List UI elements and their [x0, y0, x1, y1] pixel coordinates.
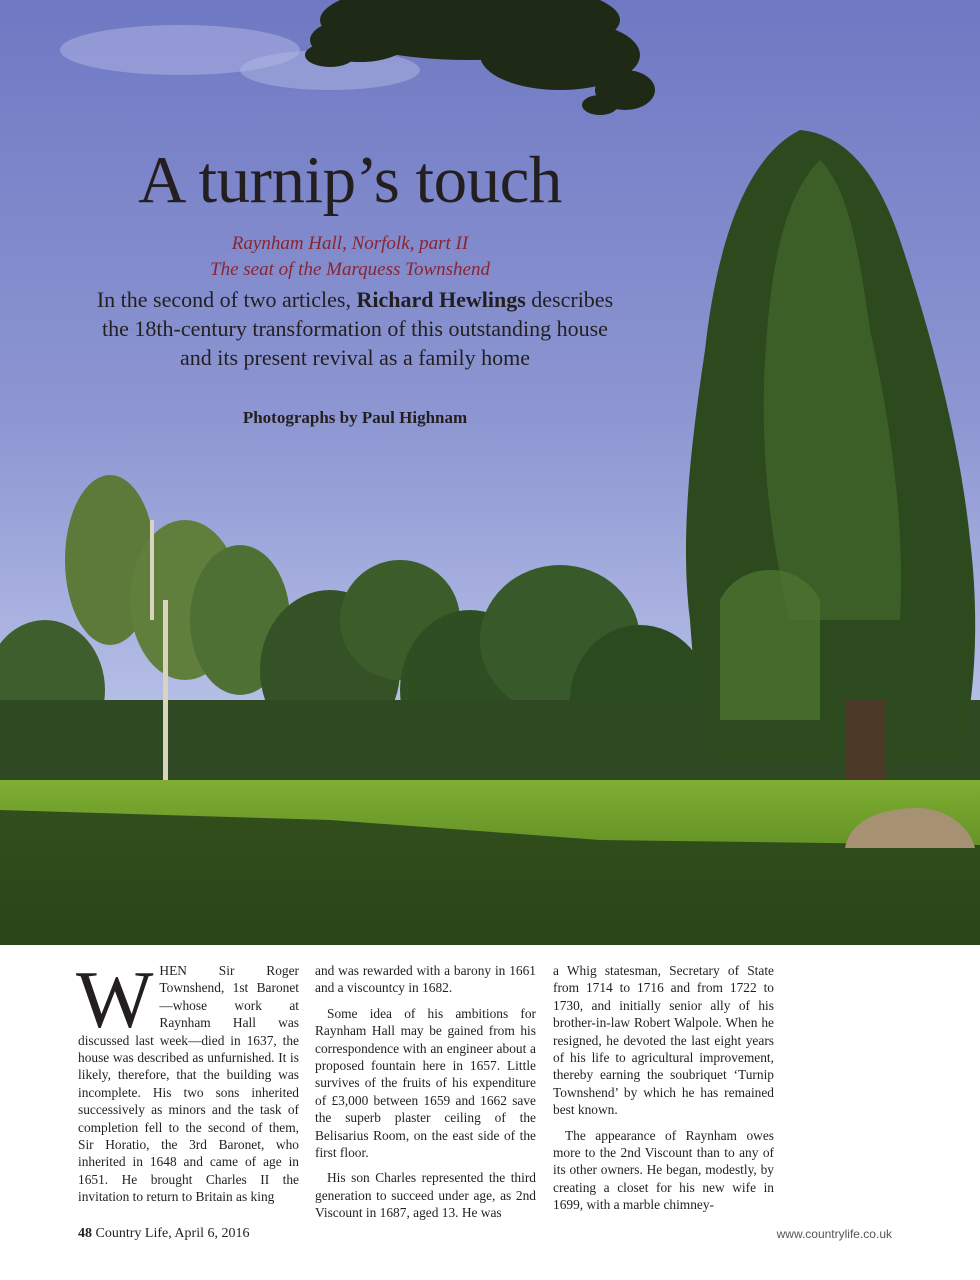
drop-cap: W	[76, 954, 154, 1045]
paragraph: Some idea of his ambitions for Raynham Hall may be gained from his correspondence with an engineer about a proposed fountain here in 1657. Little survives of the fruits of his expenditure of £3,000 between 1659 and 1662 save the superb plaster ceiling of the Belisarius Room, on the east side of the first floor.	[315, 1005, 536, 1161]
column-3	[553, 962, 774, 1214]
folio	[78, 1226, 250, 1242]
paragraph: The appearance of Raynham owes more to the 2nd Viscount than to any of its other owners. He began, modestly, by creating a closet for his new wife in 1699, with a marble chimney-	[553, 1127, 774, 1213]
article-title: A turnip’s touch	[138, 143, 562, 217]
paragraph: and was rewarded with a barony in 1661 and a viscountcy in 1682.	[315, 963, 536, 996]
kicker-line-1: Raynham Hall, Norfolk, part II	[231, 233, 469, 254]
paragraph: WHEN Sir Roger Townshend, 1st Baronet—whose work at Raynham Hall was discussed last week—died in 1637, the house was described as unfurnished. It is likely, therefore, that the building was incomplete. His two sons inherited successively as minors and the task of completion fell to the second of them, Sir Horatio, the 3rd Baronet, who inherited in 1648 and came of age in 1651. He brought Charles II the invitation to return to Britain as king	[76, 954, 299, 1205]
column-1	[76, 954, 299, 1206]
paragraph: a Whig statesman, Secretary of State from 1714 to 1716 and from 1722 to 1730, and initially senior ally of his brother-in-law Robert Walpole. When he resigned, he devoted the last eight years of his life to agricultural improvement, thereby earning the soubriquet ‘Turnip Townshend’ by which he has remained best known.	[553, 963, 774, 1118]
paragraph: His son Charles represented the third generation to succeed under age, as 2nd Viscount in 1687, aged 13. He was	[315, 1170, 536, 1221]
column-2	[315, 962, 536, 1222]
standfirst-text: describes the 18th-century transformation of this outstanding house and its present revival as a family home	[102, 287, 614, 370]
page-number: 48	[78, 1226, 92, 1241]
photo-credit: Photographs by Paul Highnam	[242, 408, 468, 427]
website-url: www.countrylife.co.uk	[776, 1227, 892, 1241]
standfirst-intro: In the second of two articles,	[96, 287, 351, 312]
author-name: Richard Hewlings	[356, 287, 526, 312]
issue-line: Country Life, April 6, 2016	[95, 1226, 250, 1241]
standfirst	[85, 285, 625, 372]
kicker-line-2: The seat of the Marquess Townshend	[210, 259, 490, 280]
